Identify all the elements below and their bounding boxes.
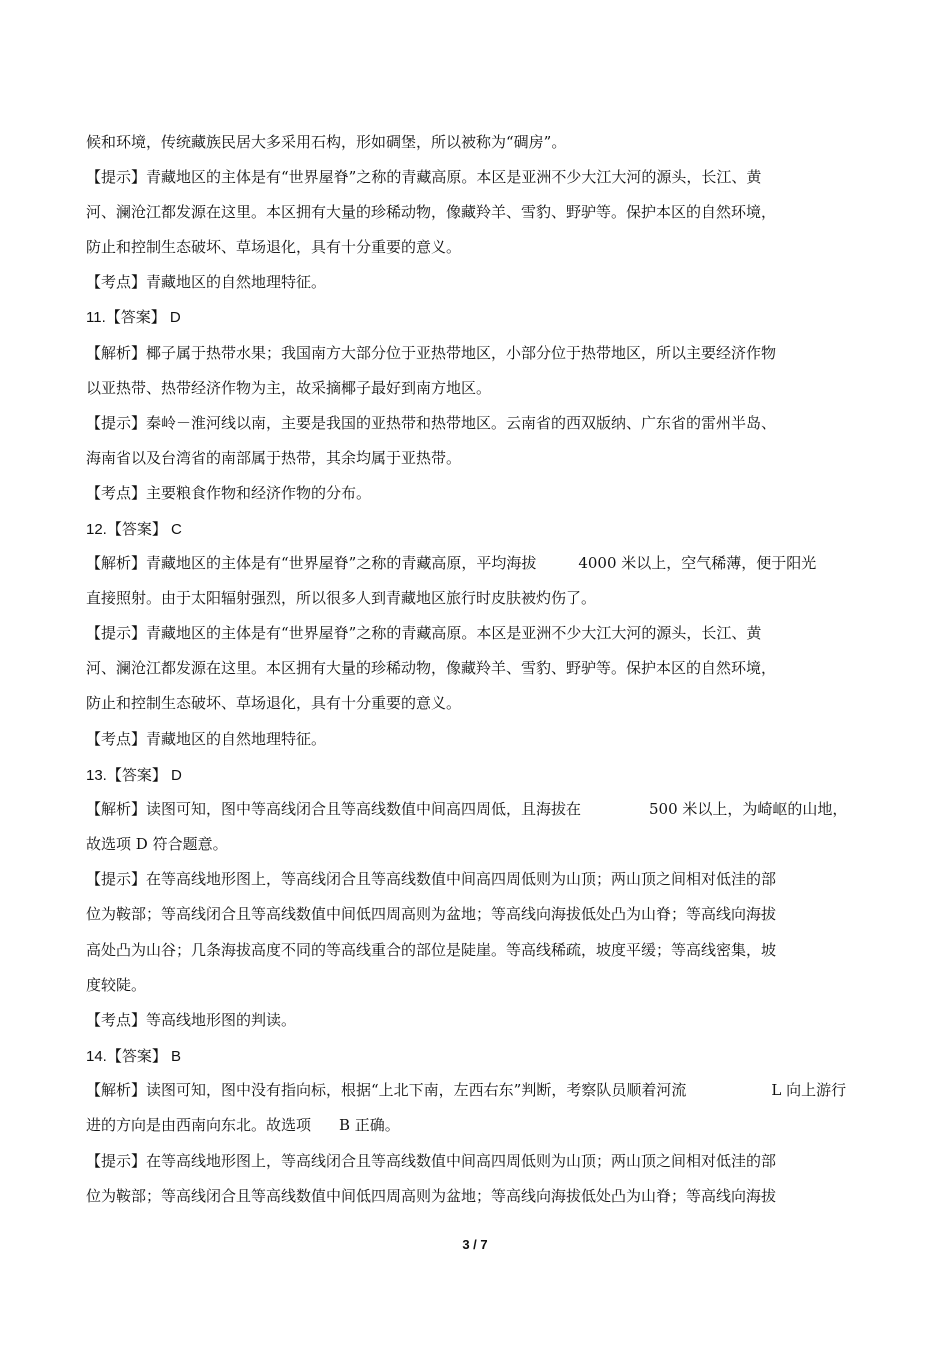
text-line: 故选项 D 符合题意。 bbox=[86, 835, 228, 853]
text-line bbox=[86, 799, 847, 819]
answer-heading: 11.【答案】 D bbox=[86, 309, 181, 326]
page-number: 3 / 7 bbox=[462, 1237, 488, 1252]
text-line: 【考点】青藏地区的自然地理特征。 bbox=[86, 273, 327, 291]
text-segment: 500 米以上，为崎岖的山地， bbox=[649, 800, 848, 818]
answer-heading: 14.【答案】 B bbox=[86, 1048, 182, 1065]
text-line: 【考点】青藏地区的自然地理特征。 bbox=[86, 730, 327, 748]
text-line: 防止和控制生态破坏、草场退化，具有十分重要的意义。 bbox=[86, 694, 462, 712]
text-segment: 4000 米以上，空气稀薄，便于阳光 bbox=[578, 554, 817, 572]
text-line bbox=[86, 1115, 400, 1135]
text-line: 【考点】主要粮食作物和经济作物的分布。 bbox=[86, 484, 372, 502]
text-line: 河、澜沧江都发源在这里。本区拥有大量的珍稀动物，像藏羚羊、雪豹、野驴等。保护本区的自然环境， bbox=[86, 659, 777, 677]
text-segment: 【解析】读图可知，图中等高线闭合且等高线数值中间高四周低，且海拔在 bbox=[86, 800, 582, 818]
text-line: 以亚热带、热带经济作物为主，故采摘椰子最好到南方地区。 bbox=[86, 379, 492, 397]
text-line: 河、澜沧江都发源在这里。本区拥有大量的珍稀动物，像藏羚羊、雪豹、野驴等。保护本区的自然环境， bbox=[86, 203, 777, 221]
text-line: 直接照射。由于太阳辐射强烈，所以很多人到青藏地区旅行时皮肤被灼伤了。 bbox=[86, 589, 597, 607]
answer-heading: 13.【答案】 D bbox=[86, 767, 182, 784]
text-line: 位为鞍部；等高线闭合且等高线数值中间低四周高则为盆地；等高线向海拔低处凸为山脊；等高线向海拔 bbox=[86, 1187, 777, 1205]
text-line: 【提示】青藏地区的主体是有“世界屋脊”之称的青藏高原。本区是亚洲不少大江大河的源头，长江、黄 bbox=[86, 624, 762, 642]
text-line: 高处凸为山谷；几条海拔高度不同的等高线重合的部位是陡崖。等高线稀疏，坡度平缓；等高线密集，坡 bbox=[86, 941, 777, 959]
text-line bbox=[86, 1080, 846, 1100]
text-segment: 【解析】青藏地区的主体是有“世界屋脊”之称的青藏高原，平均海拔 bbox=[86, 554, 537, 572]
text-segment: 进的方向是由西南向东北。故选项 bbox=[86, 1116, 312, 1134]
text-line: 【考点】等高线地形图的判读。 bbox=[86, 1011, 297, 1029]
text-segment: B 正确。 bbox=[339, 1116, 400, 1134]
text-line: 位为鞍部；等高线闭合且等高线数值中间低四周高则为盆地；等高线向海拔低处凸为山脊；等高线向海拔 bbox=[86, 905, 777, 923]
text-line: 【提示】在等高线地形图上，等高线闭合且等高线数值中间高四周低则为山顶；两山顶之间相对低洼的部 bbox=[86, 1152, 777, 1170]
text-line: 候和环境，传统藏族民居大多采用石构，形如碉堡，所以被称为“碉房”。 bbox=[86, 133, 567, 151]
text-line bbox=[86, 553, 816, 573]
text-line: 【提示】青藏地区的主体是有“世界屋脊”之称的青藏高原。本区是亚洲不少大江大河的源头，长江、黄 bbox=[86, 168, 762, 186]
text-line: 【解析】椰子属于热带水果；我国南方大部分位于亚热带地区，小部分位于热带地区，所以主要经济作物 bbox=[86, 344, 777, 362]
text-line: 【提示】秦岭－淮河线以南，主要是我国的亚热带和热带地区。云南省的西双版纳、广东省的雷州半岛、 bbox=[86, 414, 777, 432]
text-segment: 【解析】读图可知，图中没有指向标，根据“上北下南，左西右东”判断，考察队员顺着河流 bbox=[86, 1081, 687, 1099]
text-line: 防止和控制生态破坏、草场退化，具有十分重要的意义。 bbox=[86, 238, 462, 256]
text-line: 【提示】在等高线地形图上，等高线闭合且等高线数值中间高四周低则为山顶；两山顶之间相对低洼的部 bbox=[86, 870, 777, 888]
text-line: 度较陡。 bbox=[86, 976, 147, 994]
answer-heading: 12.【答案】 C bbox=[86, 521, 182, 538]
text-line: 海南省以及台湾省的南部属于热带，其余均属于亚热带。 bbox=[86, 449, 462, 467]
text-segment: L 向上游行 bbox=[771, 1081, 847, 1099]
